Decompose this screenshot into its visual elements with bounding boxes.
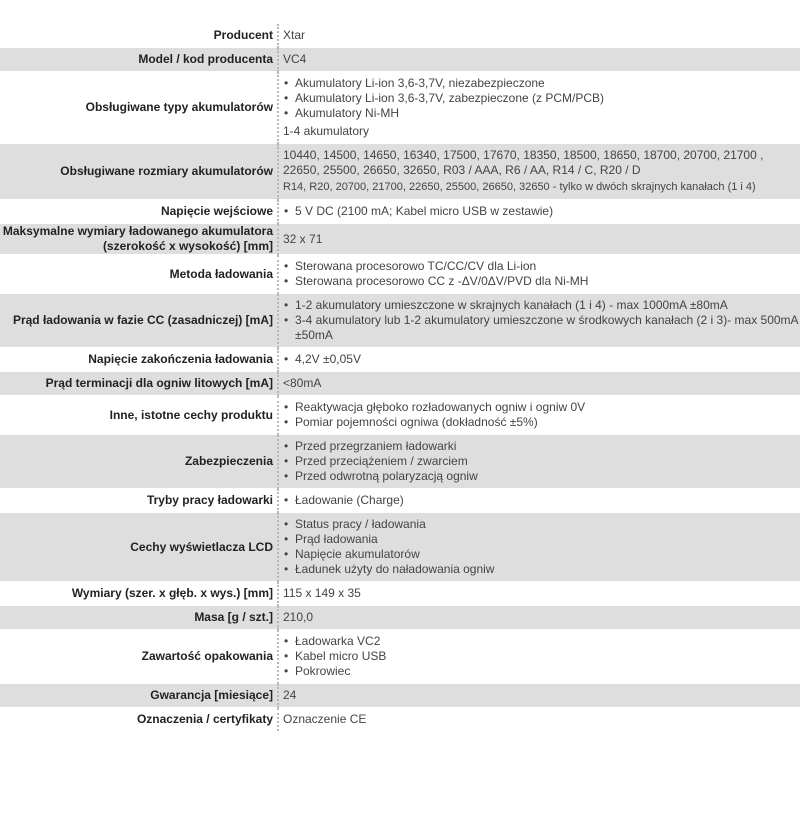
bullet-item: • Akumulatory Li-ion 3,6-3,7V, niezabezpieczone xyxy=(283,76,800,91)
spec-label: Prąd terminacji dla ogniw litowych [mA] xyxy=(0,372,278,396)
spec-row xyxy=(0,396,800,435)
spec-row xyxy=(0,513,800,582)
spec-row xyxy=(0,630,800,684)
spec-value-text: 32 x 71 xyxy=(283,231,323,246)
bullet-item: • Przed odwrotną polaryzacją ogniw xyxy=(283,469,800,484)
spec-value xyxy=(278,24,800,48)
bullet-item: • Status pracy / ładowania xyxy=(283,517,800,532)
spec-value-text: R14, R20, 20700, 21700, 22650, 25500, 26650, 32650 - tylko w dwóch skrajnych kanałach (1 i 4) xyxy=(283,181,756,193)
spec-label: Tryby pracy ładowarki xyxy=(0,489,278,513)
bullet-item: • Sterowana procesorowo TC/CC/CV dla Li-ion xyxy=(283,259,800,274)
spec-row xyxy=(0,294,800,348)
spec-value xyxy=(278,144,800,200)
spec-value xyxy=(278,396,800,435)
spec-value xyxy=(278,606,800,630)
bullet-list xyxy=(283,259,800,289)
bullet-item: • Akumulatory Li-ion 3,6-3,7V, zabezpieczone (z PCM/PCB) xyxy=(283,91,800,106)
spec-row xyxy=(0,372,800,396)
spec-label: Gwarancja [miesiące] xyxy=(0,684,278,708)
spec-value-text: 24 xyxy=(283,688,297,702)
bullet-item: • Sterowana procesorowo CC z -ΔV/0ΔV/PVD dla Ni-MH xyxy=(283,274,800,289)
spec-value-text: Oznaczenie CE xyxy=(283,712,367,726)
spec-label: Cechy wyświetlacza LCD xyxy=(0,513,278,582)
spec-value xyxy=(278,708,800,732)
spec-value-text: VC4 xyxy=(283,52,307,66)
bullet-list xyxy=(283,493,800,508)
spec-row xyxy=(0,606,800,630)
bullet-item: • Akumulatory Ni-MH xyxy=(283,106,800,121)
bullet-item: • Ładowanie (Charge) xyxy=(283,493,800,508)
spec-value xyxy=(278,684,800,708)
spec-label: Obsługiwane rozmiary akumulatorów xyxy=(0,144,278,200)
spec-row xyxy=(0,200,800,224)
spec-label: Napięcie zakończenia ładowania xyxy=(0,348,278,372)
bullet-list xyxy=(283,76,800,121)
spec-label: Wymiary (szer. x głęb. x wys.) [mm] xyxy=(0,582,278,606)
spec-label: Masa [g / szt.] xyxy=(0,606,278,630)
bullet-item: • Napięcie akumulatorów xyxy=(283,547,800,562)
spec-row xyxy=(0,684,800,708)
spec-label: Oznaczenia / certyfikaty xyxy=(0,708,278,732)
spec-value-text: 210,0 xyxy=(283,610,314,624)
spec-value xyxy=(278,200,800,224)
spec-value xyxy=(278,372,800,396)
spec-value xyxy=(278,255,800,294)
spec-table-body xyxy=(0,24,800,731)
spec-row xyxy=(0,708,800,732)
bullet-item: • Pokrowiec xyxy=(283,664,800,679)
bullet-item: • Ładowarka VC2 xyxy=(283,634,800,649)
spec-value xyxy=(278,348,800,372)
spec-label: Napięcie wejściowe xyxy=(0,200,278,224)
spec-row xyxy=(0,435,800,489)
spec-value xyxy=(278,294,800,348)
bullet-list xyxy=(283,517,800,577)
spec-value-text: 10440, 14500, 14650, 16340, 17500, 17670, 18350, 18500, 18650, 18700, 20700, 21700 , 22650, 25500, 26650, 32650, R03 / AAA, R6 / AA, R14 / C, R20 / D xyxy=(283,148,764,177)
spec-label: Producent xyxy=(0,24,278,48)
spec-value-text: <80mA xyxy=(283,376,322,390)
spec-value xyxy=(278,48,800,72)
spec-label: Maksymalne wymiary ładowanego akumulatora (szerokość x wysokość) [mm] xyxy=(0,224,278,255)
spec-row xyxy=(0,24,800,48)
spec-value xyxy=(278,72,800,144)
spec-row xyxy=(0,489,800,513)
bullet-list xyxy=(283,352,800,367)
spec-row xyxy=(0,224,800,255)
spec-value xyxy=(278,224,800,255)
spec-value xyxy=(278,582,800,606)
spec-value-text: 115 x 149 x 35 xyxy=(283,586,361,600)
spec-value xyxy=(278,435,800,489)
spec-value xyxy=(278,489,800,513)
bullet-list xyxy=(283,298,800,343)
spec-value-text: Xtar xyxy=(283,28,306,42)
spec-table xyxy=(0,24,800,731)
spec-row xyxy=(0,582,800,606)
spec-value-text: 1-4 akumulatory xyxy=(283,124,370,138)
bullet-list xyxy=(283,634,800,679)
spec-row xyxy=(0,144,800,200)
spec-label: Model / kod producenta xyxy=(0,48,278,72)
spec-label: Zabezpieczenia xyxy=(0,435,278,489)
bullet-item: • Pomiar pojemności ogniwa (dokładność ±5%) xyxy=(283,415,800,430)
spec-row xyxy=(0,348,800,372)
bullet-item: • Prąd ładowania xyxy=(283,532,800,547)
spec-row xyxy=(0,72,800,144)
bullet-item: • Kabel micro USB xyxy=(283,649,800,664)
spec-label: Prąd ładowania w fazie CC (zasadniczej) [mA] xyxy=(0,294,278,348)
spec-value xyxy=(278,513,800,582)
spec-label: Metoda ładowania xyxy=(0,255,278,294)
bullet-list xyxy=(283,204,800,219)
spec-value xyxy=(278,630,800,684)
bullet-item: • 1-2 akumulatory umieszczone w skrajnych kanałach (1 i 4) - max 1000mA ±80mA xyxy=(283,298,800,313)
bullet-item: • 5 V DC (2100 mA; Kabel micro USB w zestawie) xyxy=(283,204,800,219)
spec-label: Zawartość opakowania xyxy=(0,630,278,684)
bullet-item: • 3-4 akumulatory lub 1-2 akumulatory umieszczone w środkowych kanałach (2 i 3)- max 500mA ±50mA xyxy=(283,313,800,343)
spec-label: Obsługiwane typy akumulatorów xyxy=(0,72,278,144)
spec-row xyxy=(0,48,800,72)
bullet-list xyxy=(283,439,800,484)
bullet-item: • 4,2V ±0,05V xyxy=(283,352,800,367)
spec-row xyxy=(0,255,800,294)
bullet-item: • Przed przeciążeniem / zwarciem xyxy=(283,454,800,469)
bullet-list xyxy=(283,400,800,430)
bullet-item: • Ładunek użyty do naładowania ogniw xyxy=(283,562,800,577)
bullet-item: • Reaktywacja głęboko rozładowanych ogniw i ogniw 0V xyxy=(283,400,800,415)
spec-label: Inne, istotne cechy produktu xyxy=(0,396,278,435)
bullet-item: • Przed przegrzaniem ładowarki xyxy=(283,439,800,454)
